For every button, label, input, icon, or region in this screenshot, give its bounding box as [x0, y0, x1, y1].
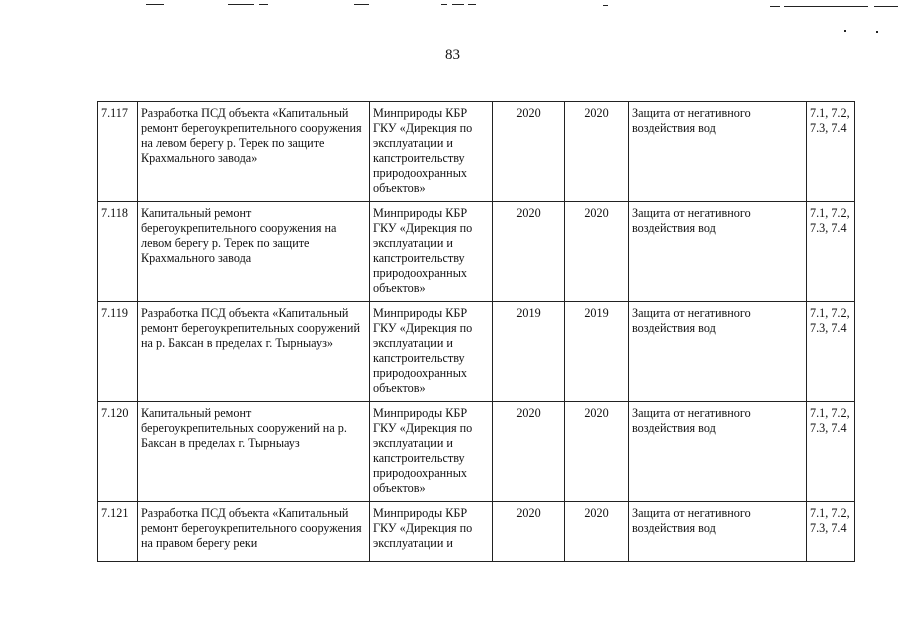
measure-name: Разработка ПСД объекта «Капитальный ремонт берегоукрепительного сооружения на правом берегу реки	[138, 502, 370, 562]
row-number: 7.118	[98, 202, 138, 302]
goal: Защита от негативного воздействия вод	[629, 202, 807, 302]
measure-name: Капитальный ремонт берегоукрепительных сооружений на р. Баксан в пределах г. Тырныауз	[138, 402, 370, 502]
executor: Минприроды КБР ГКУ «Дирекция по эксплуатации и капстроительству природоохранных объектов»	[370, 302, 493, 402]
page-number: 83	[445, 47, 460, 63]
year-start: 2020	[493, 402, 565, 502]
year-end: 2020	[565, 202, 629, 302]
scan-artifact-line	[259, 4, 268, 5]
table-row	[98, 502, 855, 562]
scan-artifact-line	[452, 4, 464, 5]
row-number: 7.121	[98, 502, 138, 562]
scan-artifact-line	[354, 4, 369, 5]
scan-artifact-line	[784, 6, 868, 7]
indicators: 7.1, 7.2, 7.3, 7.4	[807, 502, 855, 562]
table-row	[98, 202, 855, 302]
table-row	[98, 102, 855, 202]
year-start: 2020	[493, 102, 565, 202]
row-number: 7.117	[98, 102, 138, 202]
scan-artifact-line	[603, 5, 608, 6]
year-end: 2020	[565, 402, 629, 502]
goal: Защита от негативного воздействия вод	[629, 502, 807, 562]
table-row	[98, 402, 855, 502]
year-end: 2019	[565, 302, 629, 402]
scan-artifact-line	[228, 4, 254, 5]
executor: Минприроды КБР ГКУ «Дирекция по эксплуатации и капстроительству природоохранных объектов»	[370, 102, 493, 202]
goal: Защита от негативного воздействия вод	[629, 102, 807, 202]
scan-artifact-dot	[876, 31, 878, 33]
executor: Минприроды КБР ГКУ «Дирекция по эксплуатации и капстроительству природоохранных объектов»	[370, 202, 493, 302]
measures-table	[97, 101, 855, 562]
measure-name: Разработка ПСД объекта «Капитальный ремонт берегоукрепительных сооружений на р. Баксан в пределах г. Тырныауз»	[138, 302, 370, 402]
goal: Защита от негативного воздействия вод	[629, 302, 807, 402]
scan-artifact-dot	[844, 30, 846, 32]
scan-artifact-line	[441, 4, 447, 5]
measure-name: Капитальный ремонт берегоукрепительного сооружения на левом берегу р. Терек по защите Крахмального завода	[138, 202, 370, 302]
row-number: 7.120	[98, 402, 138, 502]
year-end: 2020	[565, 502, 629, 562]
indicators: 7.1, 7.2, 7.3, 7.4	[807, 302, 855, 402]
scan-artifact-line	[770, 6, 780, 7]
year-start: 2020	[493, 202, 565, 302]
scan-artifact-line	[874, 6, 898, 7]
row-number: 7.119	[98, 302, 138, 402]
executor: Минприроды КБР ГКУ «Дирекция по эксплуатации и капстроительству природоохранных объектов»	[370, 402, 493, 502]
scan-artifact-line	[468, 4, 476, 5]
table-row	[98, 302, 855, 402]
indicators: 7.1, 7.2, 7.3, 7.4	[807, 202, 855, 302]
year-start: 2019	[493, 302, 565, 402]
indicators: 7.1, 7.2, 7.3, 7.4	[807, 102, 855, 202]
scan-artifact-line	[146, 4, 164, 5]
goal: Защита от негативного воздействия вод	[629, 402, 807, 502]
measure-name: Разработка ПСД объекта «Капитальный ремонт берегоукрепительного сооружения на левом берегу р. Терек по защите Крахмального завода»	[138, 102, 370, 202]
year-start: 2020	[493, 502, 565, 562]
indicators: 7.1, 7.2, 7.3, 7.4	[807, 402, 855, 502]
year-end: 2020	[565, 102, 629, 202]
executor: Минприроды КБР ГКУ «Дирекция по эксплуатации и	[370, 502, 493, 562]
